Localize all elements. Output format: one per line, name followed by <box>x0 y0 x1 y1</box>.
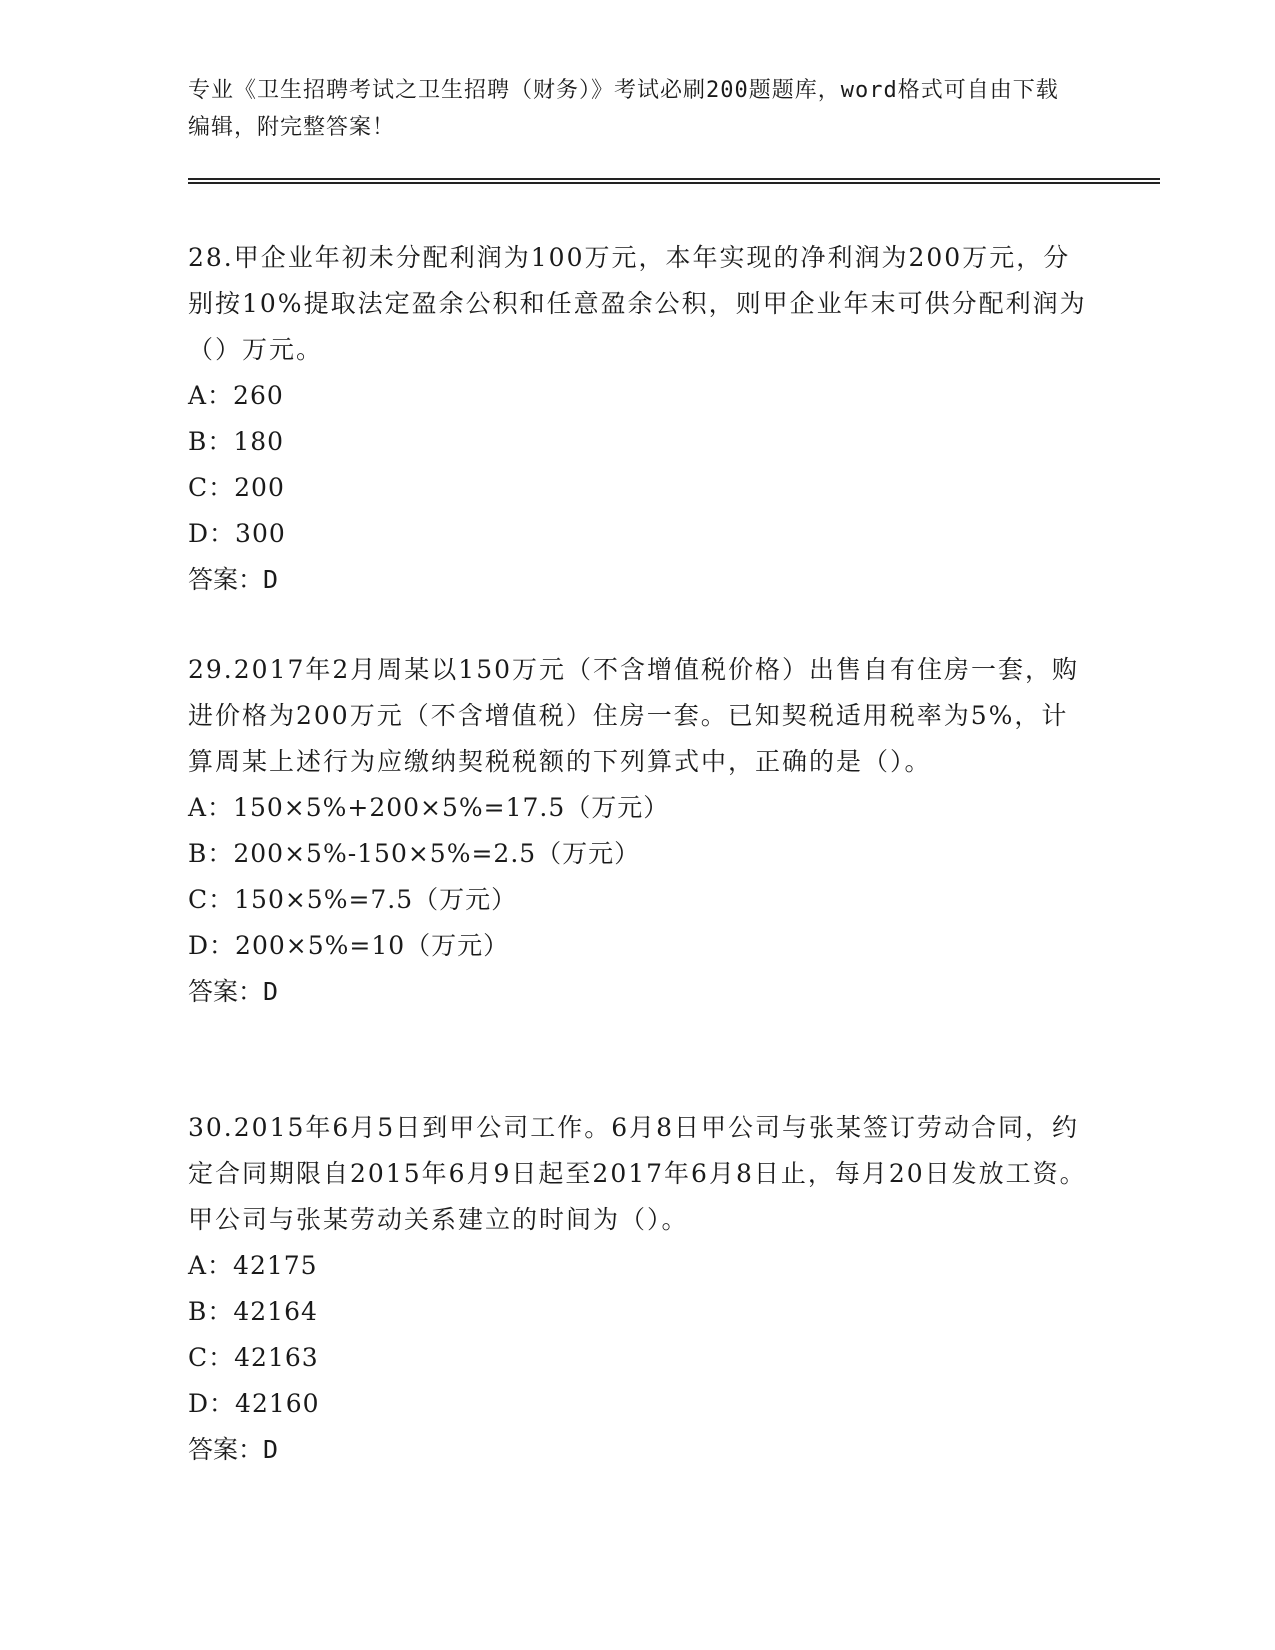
question-30 <box>188 1105 1088 1473</box>
option-d: D：42160 <box>188 1389 320 1418</box>
option-a: A：42175 <box>188 1251 318 1280</box>
question-stem: 29.2017年2月周某以150万元（不含增值税价格）出售自有住房一套，购进价格为200万元（不含增值税）住房一套。已知契税适用税率为5%，计算周某上述行为应缴纳契税税额的下列算式中，正确的是（）。 <box>188 655 1080 776</box>
option-c: C：200 <box>188 473 285 502</box>
question-stem: 28.甲企业年初未分配利润为100万元，本年实现的净利润为200万元，分别按10%提取法定盈余公积和任意盈余公积，则甲企业年末可供分配利润为（）万元。 <box>188 243 1087 364</box>
option-c: C：150×5%=7.5（万元） <box>188 885 518 914</box>
option-d: D：200×5%=10（万元） <box>188 931 510 960</box>
option-b: B：42164 <box>188 1297 318 1326</box>
question-28 <box>188 235 1088 603</box>
document-header: 专业《卫生招聘考试之卫生招聘（财务）》考试必刷200题题库，word格式可自由下载编辑，附完整答案！ <box>188 78 1059 140</box>
option-b: B：200×5%-150×5%=2.5（万元） <box>188 839 641 868</box>
answer-line: 答案：D <box>188 977 279 1006</box>
header-divider <box>188 178 1160 184</box>
option-d: D：300 <box>188 519 286 548</box>
question-29 <box>188 647 1088 1015</box>
answer-line: 答案：D <box>188 565 279 594</box>
option-a: A：260 <box>188 381 284 410</box>
option-b: B：180 <box>188 427 285 456</box>
question-stem: 30.2015年6月5日到甲公司工作。6月8日甲公司与张某签订劳动合同，约定合同期限自2015年6月9日起至2017年6月8日止，每月20日发放工资。甲公司与张某劳动关系建立的时间为（）。 <box>188 1113 1087 1234</box>
option-c: C：42163 <box>188 1343 319 1372</box>
option-a: A：150×5%+200×5%=17.5（万元） <box>188 793 670 822</box>
answer-line: 答案：D <box>188 1435 279 1464</box>
